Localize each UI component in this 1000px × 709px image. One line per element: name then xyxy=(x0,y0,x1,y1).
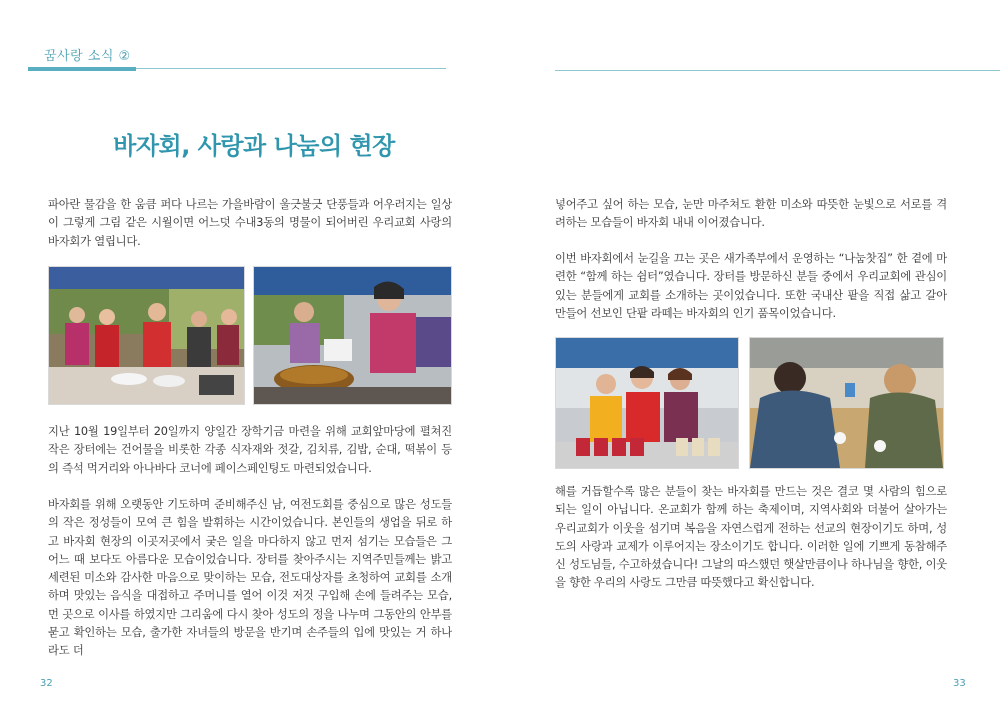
header-rule-right xyxy=(555,70,1000,71)
paragraph-intro: 파아란 물감을 한 움큼 퍼다 나르는 가을바람이 울긋불긋 단풍들과 어우러지는 일상이 그렇게 그림 같은 시월이면 어느덧 수내3동의 명물이 되어버린 우리교회 사랑의 바자회가 열립니다. xyxy=(48,198,452,248)
paragraph-volunteers: 바자회를 위해 오랫동안 기도하며 준비해주신 남, 여전도회를 중심으로 많은 성도들의 작은 정성들이 모여 큰 힘을 발휘하는 시간이었습니다. 본인들의 생업을 뒤로 하고 바자회 현장의 이곳저곳에서 궂은 일을 마다하지 않고 먼저 섬기는 모습들은 그 어느 때 보다도 아름다운 모습이었습니다. 장터를 찾아주시는 지역주민들께는 밝고 세련된 미소와 감사한 마음으로 맞이하는 모습, 전도대상자를 초청하여 교회를 소개하며 맛있는 음식을 대접하고 주머니를 열어 이것 저것 구입해 손에 들려주는 모습, 먼 곳으로 이사를 하였지만 그리움에 다시 찾아 성도의 정을 나누며 그동안의 안부를 묻고 확인하는 모습, 출가한 자녀들의 방문을 반기며 손주들의 입에 맛있는 거 하나라도 더 xyxy=(48,498,452,658)
photo-volunteers-at-table xyxy=(48,266,245,405)
paragraph-tea-house: 이번 바자회에서 눈길을 끄는 곳은 새가족부에서 운영하는 “나눔찻집” 한 곁에 마련한 “함께 하는 쉼터”였습니다. 장터를 방문하신 분들 중에서 우리교회에 관심이 있는 분들에게 교회를 소개하는 곳이었습니다. 또한 국내산 팥을 직접 삶고 갈아 만들어 선보인 단팥 라떼는 바자회의 인기 품목이었습니다. xyxy=(555,252,947,320)
photo-face-painting xyxy=(749,337,944,469)
paragraph-event: 지난 10월 19일부터 20일까지 양일간 장학기금 마련을 위해 교회앞마당에 펼쳐진 작은 장터에는 건어물을 비롯한 각종 식자재와 젓갈, 김치류, 김밥, 순대, 떡볶이 등의 즉석 먹거리와 아나바다 코너에 페이스페인팅도 마련되었습니다. xyxy=(48,425,452,475)
paragraph-continued: 넣어주고 싶어 하는 모습, 눈만 마주쳐도 환한 미소와 따뜻한 눈빛으로 서로를 격려하는 모습들이 바자회 내내 이어졌습니다. xyxy=(555,198,947,230)
photo-face-painting-image xyxy=(750,338,943,468)
page-number-right: 33 xyxy=(953,678,966,689)
photo-volunteers-at-table-image xyxy=(49,267,244,404)
photo-serving-food xyxy=(253,266,452,405)
article-title: 바자회, 사랑과 나눔의 현장 xyxy=(113,132,395,160)
photo-serving-food-image xyxy=(254,267,451,404)
header-rule-accent xyxy=(28,67,136,71)
photo-three-women-booth xyxy=(555,337,739,469)
section-label: 꿈사랑 소식 ② xyxy=(44,49,131,64)
photo-three-women-booth-image xyxy=(556,338,738,468)
page-number-left: 32 xyxy=(40,678,53,689)
paragraph-conclusion: 해를 거듭할수록 많은 분들이 찾는 바자회를 만드는 것은 결코 몇 사람의 힘으로 되는 일이 아닙니다. 온교회가 함께 하는 축제이며, 지역사회와 더불어 살아가는 우리교회가 이웃을 섬기며 복음을 자연스럽게 전하는 선교의 현장이기도 하며, 성도의 사랑과 교제가 이루어지는 장소이기도 합니다. 이러한 일에 기쁘게 동참해주신 성도님들, 수고하셨습니다! 그날의 따스했던 햇살만큼이나 하나님을 향한, 이웃을 향한 우리의 사랑도 그만큼 따뜻했다고 확신합니다. xyxy=(555,485,947,590)
